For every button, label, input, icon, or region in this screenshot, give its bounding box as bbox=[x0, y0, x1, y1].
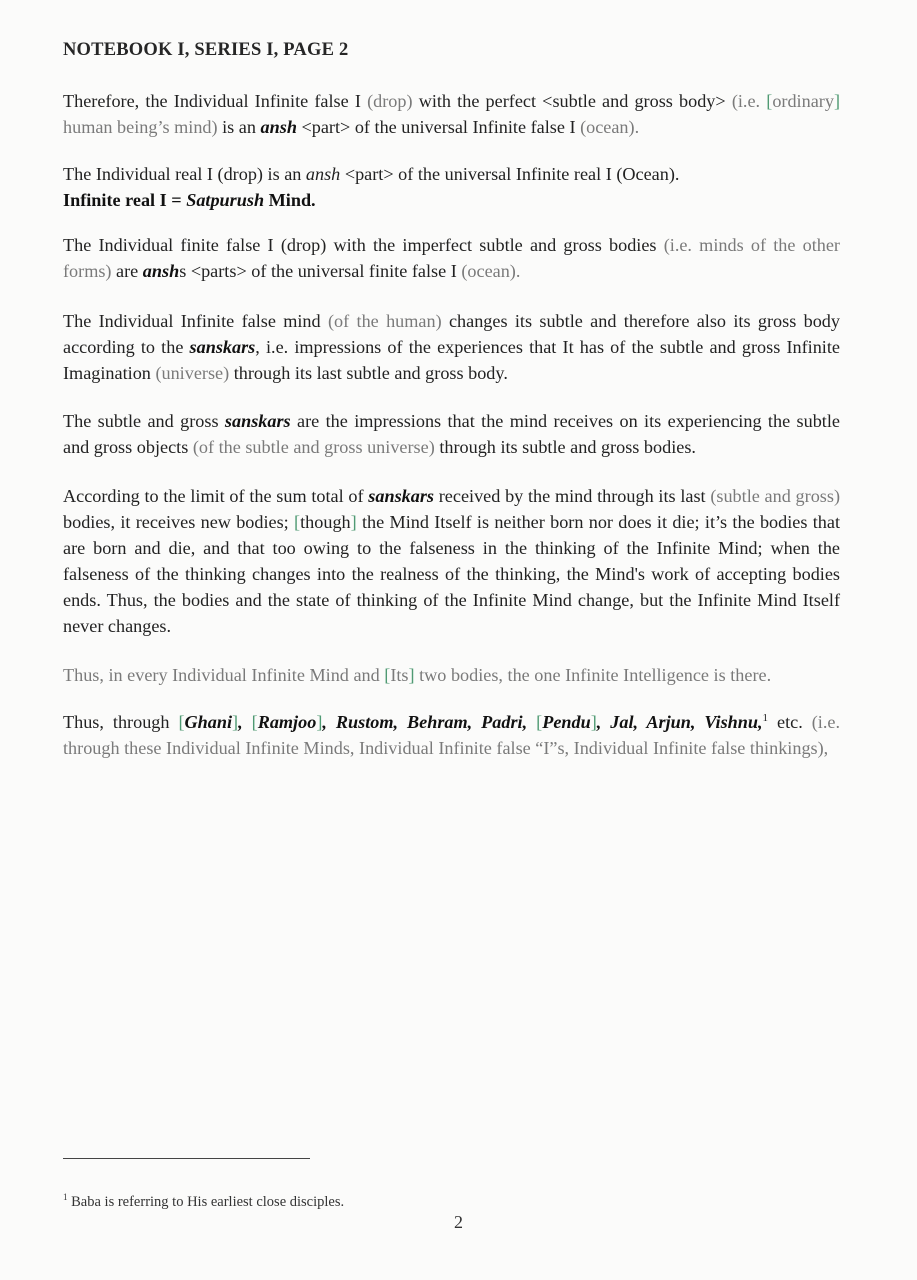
disciple-names: , Jal, Arjun, Vishnu, bbox=[596, 712, 763, 732]
editorial-bracket: [ bbox=[178, 712, 185, 732]
italic-term: ansh bbox=[142, 261, 180, 281]
gray-text: (ocean). bbox=[461, 261, 521, 281]
editorial-bracket: ] bbox=[833, 91, 840, 111]
text: The Individual finite false I (drop) with the imperfect subtle and gross bodies bbox=[63, 235, 664, 255]
disciple-names: , Rustom, Behram, Padri, bbox=[322, 712, 537, 732]
gray-text: (drop) bbox=[367, 91, 413, 111]
editorial-bracket: [ bbox=[766, 91, 773, 111]
gray-text: (of the subtle and gross universe) bbox=[192, 437, 435, 457]
italic-term: sanskars bbox=[368, 486, 435, 506]
text: are bbox=[111, 261, 143, 281]
disciple-name: Pendu bbox=[542, 712, 591, 732]
text: through its subtle and gross bodies. bbox=[434, 437, 696, 457]
text: The subtle and gross bbox=[63, 411, 225, 431]
page-number: 2 bbox=[454, 1212, 463, 1232]
text: changes its subtle and therefore also its gross body according to the bbox=[63, 311, 840, 357]
paragraph-6 bbox=[63, 483, 840, 639]
text: s <parts> of the universal finite false I bbox=[179, 261, 462, 281]
text: The Individual Infinite false mind bbox=[63, 311, 328, 331]
text: The Individual real I (drop) is an bbox=[63, 164, 306, 184]
paragraph-7 bbox=[63, 662, 840, 688]
paragraph-1 bbox=[63, 88, 840, 140]
text: though bbox=[300, 512, 351, 532]
editorial-bracket: ] bbox=[350, 512, 357, 532]
gray-text: (i.e. minds of the other forms) bbox=[63, 235, 840, 281]
text: , bbox=[238, 712, 252, 732]
paragraph-8 bbox=[63, 709, 840, 761]
text: According to the limit of the sum total of bbox=[63, 486, 369, 506]
text: is an bbox=[217, 117, 261, 137]
text: bodies, it receives new bodies; bbox=[63, 512, 295, 532]
text: through its last subtle and gross body. bbox=[229, 363, 508, 383]
italic-term: ansh bbox=[260, 117, 297, 137]
text: are the impressions that the mind receives on its experiencing the subtle and gross objects bbox=[63, 411, 840, 457]
text: with the perfect <subtle and gross body> bbox=[412, 91, 732, 111]
footnote-divider bbox=[63, 1158, 310, 1159]
gray-text: two bodies, the one Infinite Intelligence is there. bbox=[414, 665, 772, 685]
editorial-bracket: [ bbox=[251, 712, 258, 732]
text: Therefore, the Individual Infinite false I bbox=[63, 91, 368, 111]
paragraph-3 bbox=[63, 232, 840, 284]
text: etc. bbox=[768, 712, 812, 732]
gray-text: (of the human) bbox=[327, 311, 442, 331]
editorial-bracket: ] bbox=[408, 665, 415, 685]
bold-text: Mind. bbox=[264, 190, 316, 210]
editorial-bracket: [ bbox=[384, 665, 391, 685]
gray-text: Thus, in every Individual Infinite Mind and bbox=[63, 665, 385, 685]
gray-text: (universe) bbox=[155, 363, 230, 383]
italic-term: sanskars bbox=[224, 411, 291, 431]
bold-text: Infinite real I = bbox=[63, 190, 187, 210]
gray-text: (i.e. through these Individual Infinite Minds, Individual Infinite false “I”s, Individual Infinite false thinkings), bbox=[63, 712, 841, 758]
text: Thus, through bbox=[63, 712, 179, 732]
text: received by the mind through its last bbox=[434, 486, 711, 506]
gray-text: (ocean). bbox=[580, 117, 640, 137]
editorial-bracket: [ bbox=[294, 512, 301, 532]
footnote-reference[interactable]: 1 bbox=[762, 711, 769, 724]
text: the Mind Itself is neither born nor does it die; it’s the bodies that are born and die, and that too owing to the falseness in the thinking of the Infinite Mind; when the falseness of the thinking changes into the realness of the thinking, the Mind's work of accepting bodies ends. Thus, the bodies and the state of thinking of the Infinite Mind change, but the Infinite Mind Itself never changes. bbox=[63, 512, 840, 636]
text: <part> of the universal Infinite real I (Ocean). bbox=[340, 164, 680, 184]
disciple-name: Ramjoo bbox=[257, 712, 317, 732]
italic-term: sanskars bbox=[189, 337, 256, 357]
paragraph-2 bbox=[63, 161, 840, 213]
footnote-marker: 1 bbox=[63, 1192, 68, 1203]
editorial-bracket: ] bbox=[316, 712, 323, 732]
gray-text: human being’s mind) bbox=[63, 117, 218, 137]
gray-text: Its bbox=[390, 665, 409, 685]
paragraph-5 bbox=[63, 408, 840, 460]
gray-text: (i.e. bbox=[731, 91, 767, 111]
editorial-bracket: [ bbox=[536, 712, 543, 732]
editorial-bracket: ] bbox=[590, 712, 597, 732]
gray-text: ordinary bbox=[772, 91, 834, 111]
editorial-bracket: ] bbox=[232, 712, 239, 732]
italic-term: Satpurush bbox=[186, 190, 265, 210]
text: <part> of the universal Infinite false I bbox=[296, 117, 581, 137]
footnote bbox=[63, 1194, 344, 1211]
footnote-text: Baba is referring to His earliest close disciples. bbox=[67, 1194, 345, 1210]
text: , i.e. impressions of the experiences that It has of the subtle and gross Infinite Imagination bbox=[63, 337, 840, 383]
page-heading: NOTEBOOK I, SERIES I, PAGE 2 bbox=[63, 40, 349, 60]
disciple-name: Ghani bbox=[184, 712, 233, 732]
paragraph-4 bbox=[63, 308, 840, 386]
gray-text: (subtle and gross) bbox=[710, 486, 841, 506]
italic-term: ansh bbox=[305, 164, 341, 184]
